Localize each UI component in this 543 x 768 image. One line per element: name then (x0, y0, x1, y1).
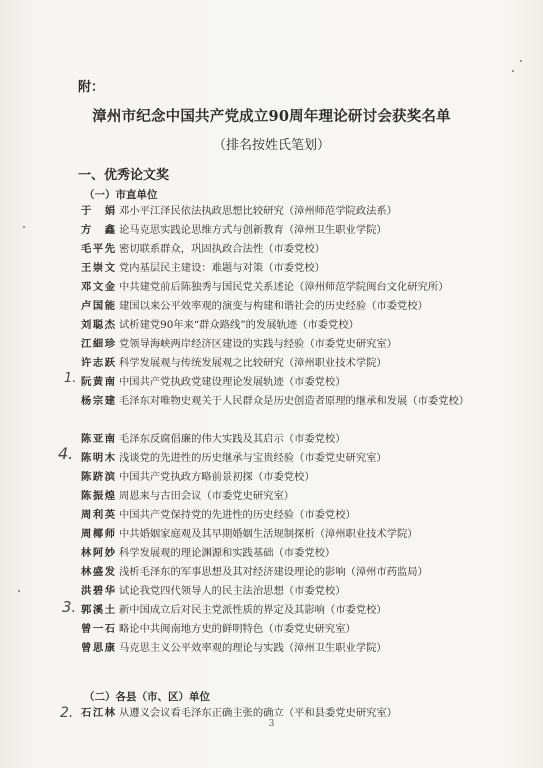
list-item (81, 582, 481, 601)
speck (520, 60, 522, 62)
list-item (81, 544, 481, 563)
paper-title: 建国以来公平效率观的演变与构建和谐社会的历史经验（市委党校） (119, 300, 428, 312)
author-name: 林阿妙 (81, 547, 115, 559)
list-item (81, 430, 481, 449)
paper-title: 新中国成立后对民主党派性质的界定及其影响（市委党校） (119, 604, 387, 616)
paper-title: 党领导海峡两岸经济区建设的实践与经验（市委党史研究室） (119, 338, 398, 350)
paper-title: 论马克思实践论思维方式与创新教育（漳州卫生职业学院） (119, 224, 387, 236)
author-name: 卢国能 (81, 300, 115, 312)
author-name: 王崇文 (81, 262, 115, 274)
list-item (81, 601, 481, 620)
list-item (81, 202, 481, 221)
paper-title: 周恩来与古田会议（市委党史研究室） (119, 490, 295, 502)
paper-title: 从遵义会议看毛泽东正确主张的确立（平和县委党史研究室） (119, 707, 398, 719)
handwritten-mark: 1. (64, 371, 77, 386)
paper-title: 中国共产党保持党的先进性的历史经验（市委党校） (119, 509, 356, 521)
list-item (81, 506, 481, 525)
list-item (81, 639, 481, 658)
list-item (81, 354, 481, 373)
list-item (81, 449, 481, 468)
group-heading-city: （一）市直单位 (84, 189, 158, 201)
list-item (81, 563, 481, 582)
list-item (81, 335, 481, 354)
list-item (81, 487, 481, 506)
handwritten-mark: 3. (62, 598, 77, 616)
paper-title: 科学发展观与传统发展观之比较研究（漳州职业技术学院） (119, 357, 387, 369)
page-number: 3 (268, 719, 275, 729)
author-name: 毛平先 (81, 243, 115, 255)
paper-title: 试析建党90年来“群众路线”的发展轨迹（市委党校） (119, 319, 359, 331)
paper-title: 中国共产党执政党建设理论发展轨迹（市委党校） (119, 376, 346, 388)
paper-title: 试论我党四代领导人的民主法治思想（市委党校） (119, 585, 346, 597)
list-item (81, 373, 481, 392)
list-item (81, 259, 481, 278)
attachment-label: 附： (78, 80, 105, 95)
author-name: 周椰师 (81, 528, 115, 540)
group-heading-county: （二）各县（市、区）单位 (84, 691, 210, 703)
document-title: 漳州市纪念中国共产党成立90周年理论研讨会获奖名单 (92, 108, 451, 125)
punch-hole-mark (18, 590, 20, 592)
paper-title: 党内基层民主建设：难题与对策（市委党校） (119, 262, 325, 274)
author-name: 郭溪土 (81, 604, 115, 616)
author-name: 曾一石 (81, 623, 115, 635)
author-name: 周利英 (81, 509, 115, 521)
author-name: 于 娟 (81, 205, 115, 217)
author-name: 石江林 (81, 707, 115, 719)
paper-title: 毛泽东对唯物史观关于人民群众是历史创造者原理的继承和发展（市委党校） (119, 395, 470, 407)
list-item (81, 392, 481, 411)
handwritten-mark: 4. (58, 444, 74, 463)
handwritten-mark: 2. (60, 705, 74, 721)
author-name: 阮黄南 (81, 376, 115, 388)
author-name: 许志跃 (81, 357, 115, 369)
author-name: 方 鑫 (81, 224, 115, 236)
paper-title: 中国共产党执政方略前景初探（市委党校） (119, 471, 315, 483)
author-name: 陈跻滨 (81, 471, 115, 483)
paper-title: 密切联系群众，巩固执政合法性（市委党校） (119, 243, 325, 255)
paper-title: 中共建党前后陈独秀与国民党关系述论（漳州师范学院闽台文化研究所） (119, 281, 449, 293)
paper-title: 中共婚姻家庭观及其早期婚姻生活规制探析（漳州职业技术学院） (119, 528, 418, 540)
author-name: 林盛发 (81, 566, 115, 578)
author-name: 陈亚南 (81, 433, 115, 445)
paper-title: 浅析毛泽东的军事思想及其对经济建设理论的影响（漳州市药监局） (119, 566, 428, 578)
paper-title: 科学发展观的理论渊源和实践基础（市委党校） (119, 547, 336, 559)
punch-hole-mark (23, 226, 25, 228)
author-name: 邓文金 (81, 281, 115, 293)
author-name: 江細珍 (81, 338, 115, 350)
document-subtitle: （排名按姓氏笔划） (212, 138, 330, 153)
list-item (81, 525, 481, 544)
author-name: 陈明木 (81, 452, 115, 464)
list-item (81, 316, 481, 335)
paper-title: 浅谈党的先进性的历史继承与宝贵经验（市委党史研究室） (119, 452, 387, 464)
list-item (81, 278, 481, 297)
paper-title: 邓小平江泽民依法执政思想比较研究（漳州师范学院政法系） (119, 205, 398, 217)
section-heading: 一、优秀论文奖 (78, 168, 170, 183)
paper-title: 毛泽东反腐倡廉的伟大实践及其启示（市委党校） (119, 433, 346, 445)
author-name: 杨宗建 (81, 395, 115, 407)
list-item (81, 297, 481, 316)
paper-title: 马克思主义公平效率观的理论与实践（漳州卫生职业学院） (119, 642, 387, 654)
author-name: 洪碧华 (81, 585, 115, 597)
list-item (81, 221, 481, 240)
list-item (81, 468, 481, 487)
author-name: 刘聪杰 (81, 319, 115, 331)
list-item (81, 240, 481, 259)
author-name: 曾思康 (81, 642, 115, 654)
speck (512, 70, 514, 72)
list-item (81, 620, 481, 639)
paper-title: 略论中共闽南地方史的鲜明特色（市委党史研究室） (119, 623, 356, 635)
author-name: 陈振煌 (81, 490, 115, 502)
